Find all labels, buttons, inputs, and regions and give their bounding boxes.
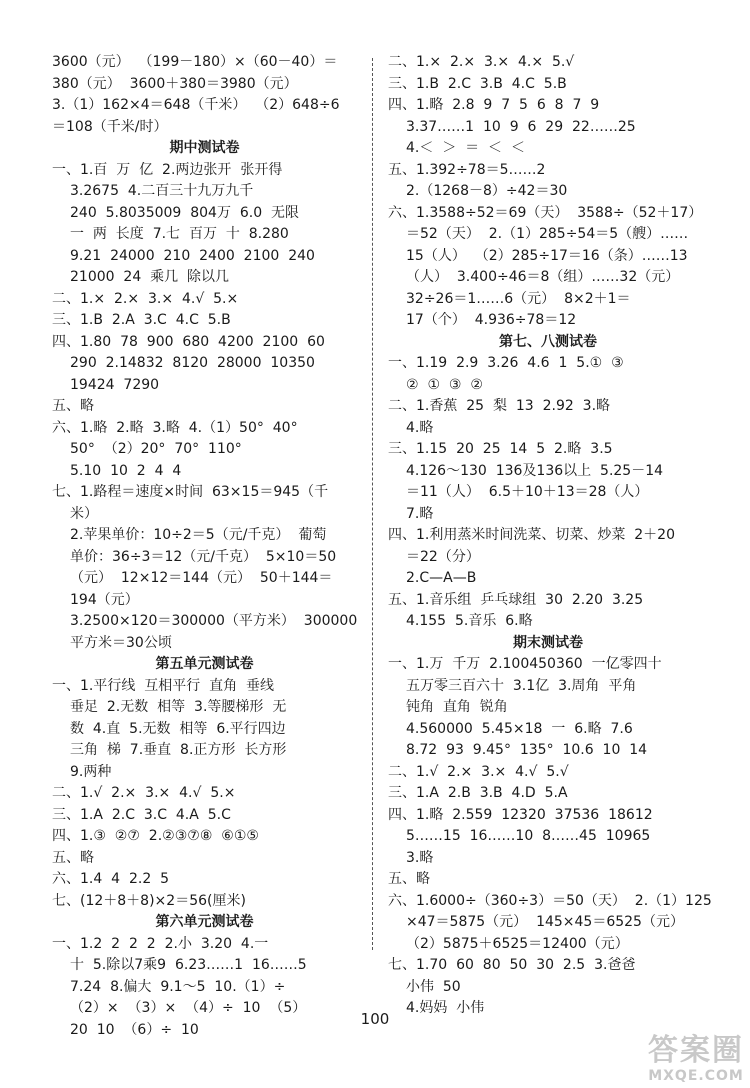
answer-line: 4.＜ ＞ ＝ ＜ ＜ xyxy=(406,140,525,156)
answer-line: 21000 24 乘几 除以几 xyxy=(70,269,230,285)
answer-line: 一 两 长度 7.七 百万 十 8.280 xyxy=(70,226,289,242)
answer-line: 四、1.略 2.559 12320 37536 18612 xyxy=(388,806,653,823)
answer-line: 3.37……1 10 9 6 29 22……25 xyxy=(406,118,636,135)
answer-line: 240 5.8035009 804万 6.0 无限 xyxy=(70,204,300,221)
answer-line: ＝108（千米/时） xyxy=(52,118,168,135)
answer-line: 单价：36÷3＝12（元/千克） 5×10＝50 xyxy=(70,548,337,565)
answer-line: 20 10 （6）÷ 10 xyxy=(70,1021,199,1038)
answer-line: 三、1.A 2.B 3.B 4.D 5.A xyxy=(388,785,568,801)
answer-line: 二、1.× 2.× 3.× 4.√ 5.× xyxy=(52,290,239,307)
answer-line: 七、1.路程＝速度×时间 63×15＝945（千 xyxy=(52,484,329,500)
answer-line: 四、1.略 2.8 9 7 5 6 8 7 9 xyxy=(388,97,600,113)
answer-line: 四、1.利用蒸米时间洗菜、切菜、炒菜 2＋20 xyxy=(388,527,675,543)
answer-line: 2.（1268－8）÷42＝30 xyxy=(406,183,568,199)
answer-line: 四、1.80 78 900 680 4200 2100 60 xyxy=(52,333,325,350)
answer-line: 三、1.B 2.C 3.B 4.C 5.B xyxy=(388,75,567,92)
answer-line: 三、1.B 2.A 3.C 4.C 5.B xyxy=(52,312,231,328)
watermark-url: MXQE.COM xyxy=(648,1068,744,1084)
answer-line: 五、略 xyxy=(388,871,430,887)
answer-line: 四、1.③ ②⑦ 2.②③⑦⑧ ⑥①⑤ xyxy=(52,828,259,844)
answer-line: 4.560000 5.45×18 一 6.略 7.6 xyxy=(406,720,633,737)
answer-line: 二、1.√ 2.× 3.× 4.√ 5.× xyxy=(52,785,236,801)
answer-line: （元） 12×12＝144（元） 50＋144＝ xyxy=(70,570,333,586)
answer-line: 五、1.音乐组 乒乓球组 30 2.20 3.25 xyxy=(388,591,644,608)
answer-line: 三、1.A 2.C 3.C 4.A 5.C xyxy=(52,806,231,823)
site-watermark xyxy=(648,1034,744,1084)
answer-line: 8.72 93 9.45° 135° 10.6 10 14 xyxy=(406,742,648,758)
answer-line: 3.（1）162×4＝648（千米） （2）648÷6 xyxy=(52,97,340,113)
answer-line: 二、1.√ 2.× 3.× 4.√ 5.√ xyxy=(388,763,569,780)
answer-line: 五、略 xyxy=(52,849,94,866)
answer-line: 3.2675 4.二百三十九万九千 xyxy=(70,183,254,199)
answer-line: 一、1.百 万 亿 2.两边张开 张开得 xyxy=(52,161,283,178)
answer-line: 4.155 5.音乐 6.略 xyxy=(406,613,533,629)
answer-line: 三、1.15 20 25 14 5 2.略 3.5 xyxy=(388,441,613,457)
answer-line: ② ① ③ ② xyxy=(406,376,483,393)
answer-line: 2.苹果单价：10÷2＝5（元/千克） 葡萄 xyxy=(70,527,327,543)
answer-line: 一、1.平行线 互相平行 直角 垂线 xyxy=(52,677,275,694)
answer-line: 19424 7290 xyxy=(70,376,160,393)
answer-line: 二、1.香蕉 25 梨 13 2.92 3.略 xyxy=(388,398,611,414)
page-number: 100 xyxy=(360,1010,390,1028)
answer-line: 3.略 xyxy=(406,849,434,866)
answer-line: 7.略 xyxy=(406,505,434,522)
section-heading: 期中测试卷 xyxy=(169,140,240,156)
answer-line: 50° （2）20° 70° 110° xyxy=(70,441,242,457)
answer-line: 290 2.14832 8120 28000 10350 xyxy=(70,355,315,371)
watermark-logo-text: 答案圈 xyxy=(648,1033,744,1068)
answer-line: ＝52（天） 2.（1）285÷54＝5（艘）…… xyxy=(406,226,689,242)
answer-line: 五万零三百六十 3.1亿 3.周角 平角 xyxy=(406,677,637,694)
answer-line: （2）5875＋6525＝12400（元） xyxy=(406,935,629,952)
answer-line: 米） xyxy=(70,505,98,522)
section-heading: 第六单元测试卷 xyxy=(155,914,254,930)
right-answer-column xyxy=(388,52,712,1020)
left-answer-column xyxy=(52,52,357,1041)
answer-line: 15（人） （2）285÷17＝16（条）……13 xyxy=(406,247,688,264)
section-heading: 第七、八测试卷 xyxy=(499,333,597,350)
answer-line: 钝角 直角 锐角 xyxy=(406,699,508,715)
answer-line: 五、略 xyxy=(52,398,94,414)
answer-line: 7.24 8.偏大 9.1～5 10.（1）÷ xyxy=(70,978,286,995)
answer-line: 4.126～130 136及136以上 5.25－14 xyxy=(406,462,664,479)
answer-line: （人） 3.400÷46＝8（组）……32（元） xyxy=(406,269,680,285)
answer-line: 3600（元） （199－180）×（60－40）＝ xyxy=(52,54,338,70)
answer-line: 5.10 10 2 4 4 xyxy=(70,462,182,479)
answer-line: 七、1.70 60 80 50 30 2.5 3.爸爸 xyxy=(388,957,636,973)
answer-line: 六、1.略 2.略 3.略 4.（1）50° 40° xyxy=(52,419,298,436)
answer-line: 一、1.19 2.9 3.26 4.6 1 5.① ③ xyxy=(388,355,624,371)
answer-line: 六、1.4 4 2.2 5 xyxy=(52,871,170,887)
answer-line: 十 5.除以7乘9 6.23……1 16……5 xyxy=(70,957,307,973)
answer-line: 二、1.× 2.× 3.× 4.× 5.√ xyxy=(388,54,575,70)
answer-line: ＝22（分） xyxy=(406,548,480,565)
answer-line: 三角 梯 7.垂直 8.正方形 长方形 xyxy=(70,742,287,758)
answer-line: 9.两种 xyxy=(70,763,112,780)
answer-line: 194（元） xyxy=(70,591,139,608)
answer-line: ＝11（人） 6.5＋10＋13＝28（人） xyxy=(406,484,649,500)
section-heading: 第五单元测试卷 xyxy=(155,656,254,672)
answer-line: 一、1.万 千万 2.100450360 一亿零四十 xyxy=(388,656,662,672)
answer-line: 垂足 2.无数 相等 3.等腰梯形 无 xyxy=(70,699,287,715)
answer-line: 9.21 24000 210 2400 2100 240 xyxy=(70,247,315,264)
answer-line: 4.略 xyxy=(406,419,434,436)
answer-line: 七、(12＋8＋8)×2＝56(厘米) xyxy=(52,892,246,909)
answer-line: 5……15 16……10 8……45 10965 xyxy=(406,828,651,844)
answer-line: 2.C—A—B xyxy=(406,570,477,586)
answer-line: 六、1.6000÷（360÷3）＝50（天） 2.（1）125 xyxy=(388,892,712,909)
answer-line: 数 4.直 5.无数 相等 6.平行四边 xyxy=(70,720,286,737)
answer-line: （2）× （3）× （4）÷ 10 （5） xyxy=(70,1000,307,1016)
answer-line: 380（元） 3600＋380＝3980（元） xyxy=(52,75,298,92)
answer-line: 六、1.3588÷52＝69（天） 3588÷（52＋17） xyxy=(388,204,703,221)
answer-line: 一、1.2 2 2 2 2.小 3.20 4.一 xyxy=(52,935,269,952)
answer-line: 3.2500×120＝300000（平方米） 300000 xyxy=(70,613,358,629)
answer-line: 平方米＝30公顷 xyxy=(70,634,172,651)
answer-line: ×47＝5875（元） 145×45＝6525（元） xyxy=(406,914,684,930)
answer-line: 五、1.392÷78＝5……2 xyxy=(388,161,546,178)
answer-line: 32÷26＝1……6（元） 8×2＋1＝ xyxy=(406,290,631,307)
answer-line: 17（个） 4.936÷78＝12 xyxy=(406,312,577,328)
answer-line: 小伟 50 xyxy=(406,978,461,995)
section-heading: 期末测试卷 xyxy=(513,634,583,651)
column-divider xyxy=(372,58,373,950)
answer-line: 4.妈妈 小伟 xyxy=(406,1000,485,1016)
